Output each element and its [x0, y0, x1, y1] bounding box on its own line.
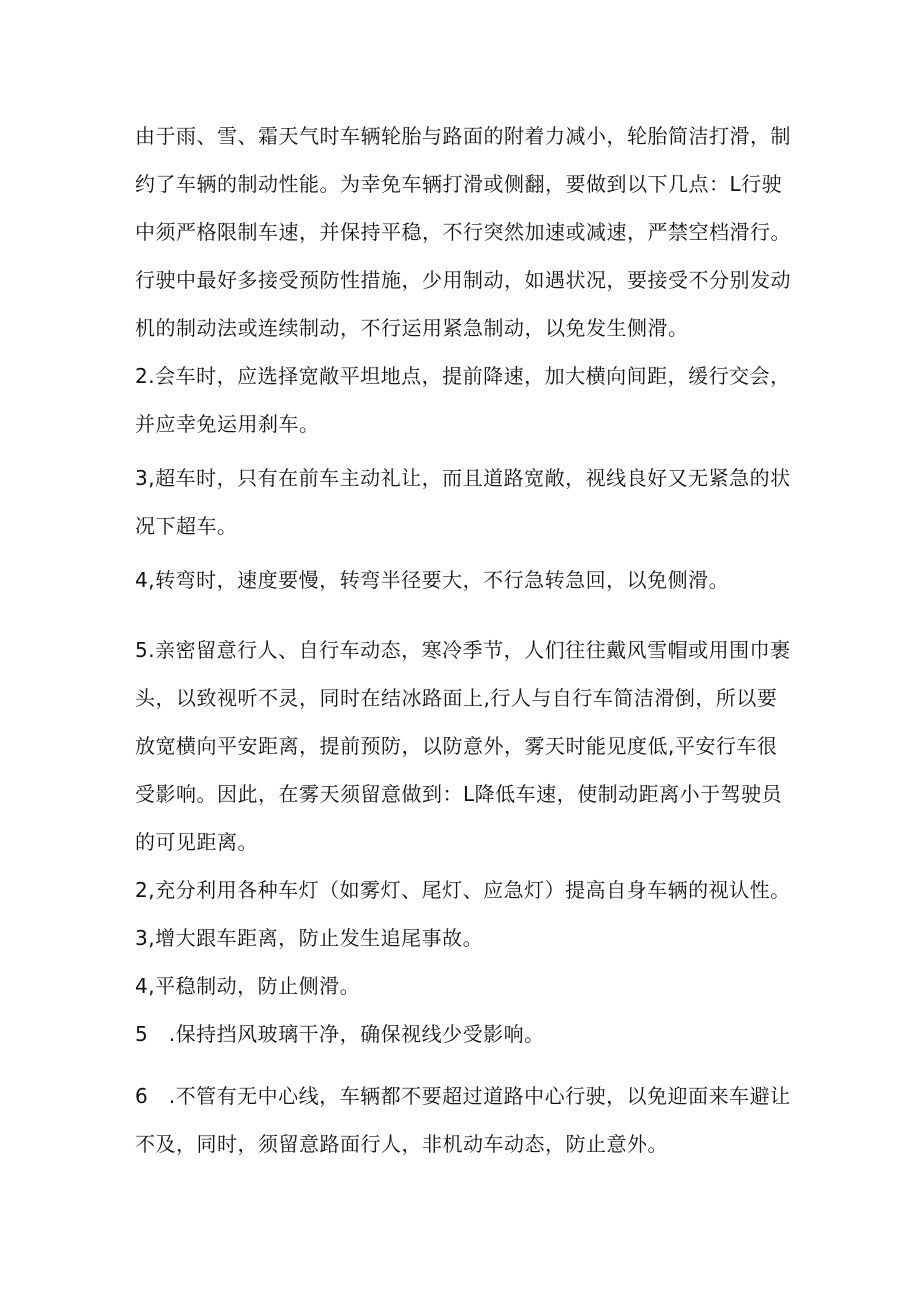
paragraph-item-3-overtaking: 3,超车时，只有在前车主动礼让，而且道路宽敞，视线良好又无紧急的状况下超车。 — [135, 466, 791, 538]
paragraph-fog-item-3-distance: 3,增大跟车距离，防止发生追尾事故。 — [135, 926, 484, 950]
document-body — [135, 112, 795, 1168]
paragraph-item-4-turning: 4,转弯时，速度要慢，转弯半径要大，不行急转急回，以免侧滑。 — [135, 568, 730, 592]
paragraph-item-6-centerline: 6 .不管有无中心线，车辆都不要超过道路中心行驶，以免迎面来车避让不及，同时，须留意路面行人，非机动车动态，防止意外。 — [135, 1084, 791, 1156]
paragraph-intro: 由于雨、雪、霜天气时车辆轮胎与路面的附着力减小，轮胎简洁打滑，制约了车辆的制动性能。为幸免车辆打滑或侧翻，要做到以下几点：L行驶中须严格限制车速，并保持平稳，不行突然加速或减速，严禁空档滑行。行驶中最好多接受预防性措施，少用制动，如遇状况，要接受不分别发动机的制动法或连续制动，不行运用紧急制动，以免发生侧滑。 — [135, 124, 791, 340]
paragraph-item-5-pedestrians-fog: 5.亲密留意行人、自行车动态，寒冷季节，人们往往戴风雪帽或用围巾裹头，以致视听不灵，同时在结冰路面上,行人与自行车简洁滑倒，所以要放宽横向平安距离，提前预防，以防意外，雾天时能见度低,平安行车很受影响。因此，在雾天须留意做到：L降低车速，使制动距离小于驾驶员的可见距离。 — [135, 638, 791, 854]
paragraph-fog-item-4-braking: 4,平稳制动，防止侧滑。 — [135, 974, 361, 998]
paragraph-fog-item-5-windshield: 5 .保持挡风玻璃干净，确保视线少受影响。 — [135, 1022, 545, 1046]
paragraph-item-2-meeting: 2.会车时，应选择宽敞平坦地点，提前降速，加大横向间距，缓行交会，并应幸免运用刹车。 — [135, 364, 791, 436]
paragraph-fog-item-2-lights: 2,充分利用各种车灯（如雾灯、尾灯、应急灯）提高自身车辆的视认性。 — [135, 878, 791, 902]
